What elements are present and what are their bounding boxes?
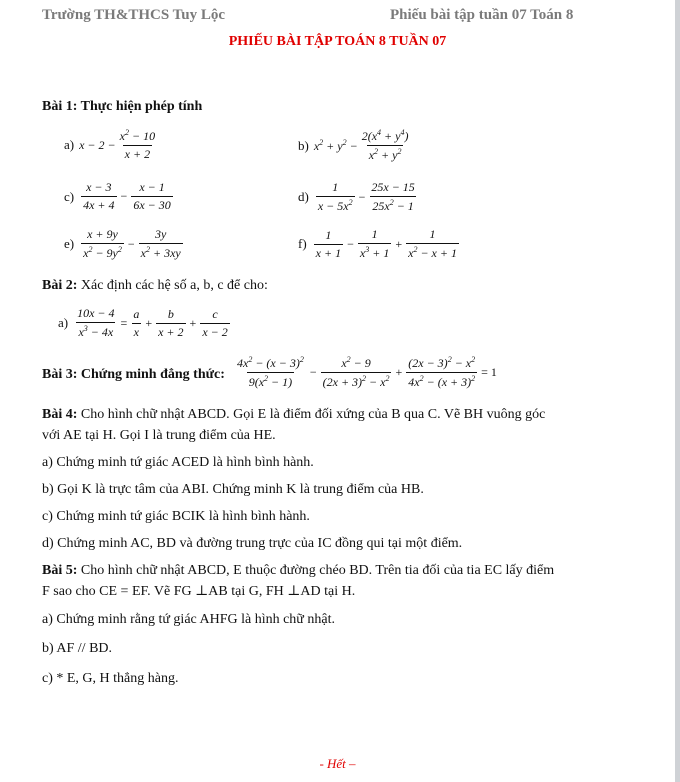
header-school: Trường TH&THCS Tuy Lộc	[42, 7, 226, 23]
bai1-b: b) $x^2 + y^2$ − $\frac{2(x^4 + y^4)}{x^2 + y^2}$	[298, 128, 409, 162]
bai5-c: c) * E, G, H thẳng hàng.	[42, 671, 179, 686]
bai3-identity: $4x^2 - (x - 3)^2$ $9(x^2 - 1)$ − $\frac{x^2 - 9}{(2x + 3)^2 - x^2}$ + $\frac{(2x - 3)^2 - x^2}{4x^2 - (x + 3)^2}$ = 1	[237, 355, 497, 389]
bai4-line2: với AE tại H. Gọi I là trung điểm của HE.	[42, 428, 276, 443]
header-sheet: Phiếu bài tập tuần 07 Toán 8	[390, 7, 574, 23]
bai2-line: Bài 2: Xác định các hệ số a, b, c để cho:	[42, 278, 268, 293]
bai4-a: a) Chứng minh tứ giác ACED là hình bình hành.	[42, 455, 314, 470]
bai1-d: d) 1 $x - 5x^2$ − $\frac{25x - 15}{25x^2 - 1}$	[298, 180, 415, 213]
bai1-e: e) x + 9y $x^2 - 9y^2$ − $\frac{3y}{x^2 + 3xy}$	[64, 227, 181, 260]
bai5-line2: F sao cho CE = EF. Vẽ FG ⊥AB tại G, FH ⊥AD tại H.	[42, 584, 356, 599]
bai4-line1: Bài 4: Cho hình chữ nhật ABCD. Gọi E là điểm đối xứng của B qua C. Vẽ BH vuông góc	[42, 407, 546, 422]
bai1-a: a) x − 2 − $\frac{x^2 - 10}{x + 2}$	[64, 128, 156, 161]
bai5-a: a) Chứng minh rằng tứ giác AHFG là hình chữ nhật.	[42, 612, 335, 627]
bai1-heading: Bài 1: Thực hiện phép tính	[42, 99, 203, 114]
page-edge	[675, 0, 680, 782]
bai1-c: c) x − 3 4x + 4 − $\frac{x - 1}{6x - 30}$	[64, 180, 171, 212]
footer-end: - Hết –	[319, 756, 356, 771]
bai5-line1: Bài 5: Cho hình chữ nhật ABCD, E thuộc đường chéo BD. Trên tia đối của tia EC lấy điểm	[42, 563, 555, 578]
bai4-b: b) Gọi K là trực tâm của ABI. Chứng minh K là trung điểm của HB.	[42, 482, 424, 497]
bai4-c: c) Chứng minh tứ giác BCIK là hình bình hành.	[42, 509, 310, 524]
bai4-d: d) Chứng minh AC, BD và đường trung trực của IC đồng qui tại một điểm.	[42, 536, 463, 551]
bai3-heading: Bài 3: Chứng minh đẳng thức:	[42, 367, 225, 382]
document-title: PHIẾU BÀI TẬP TOÁN 8 TUẦN 07	[228, 34, 447, 49]
bai1-f: f) 1 x + 1 − $\frac{1}{x^3 + 1}$ + $\frac{1}{x^2 - x + 1}$	[298, 227, 457, 260]
bai2-a: a) $\frac{10x - 4}{x^3 - 4x}$ = $\frac{a}{x}$ + $\frac{b}{x + 2}$ + $\frac{c}{x - 2}$	[58, 306, 228, 339]
bai5-b: b) AF // BD.	[42, 641, 113, 656]
